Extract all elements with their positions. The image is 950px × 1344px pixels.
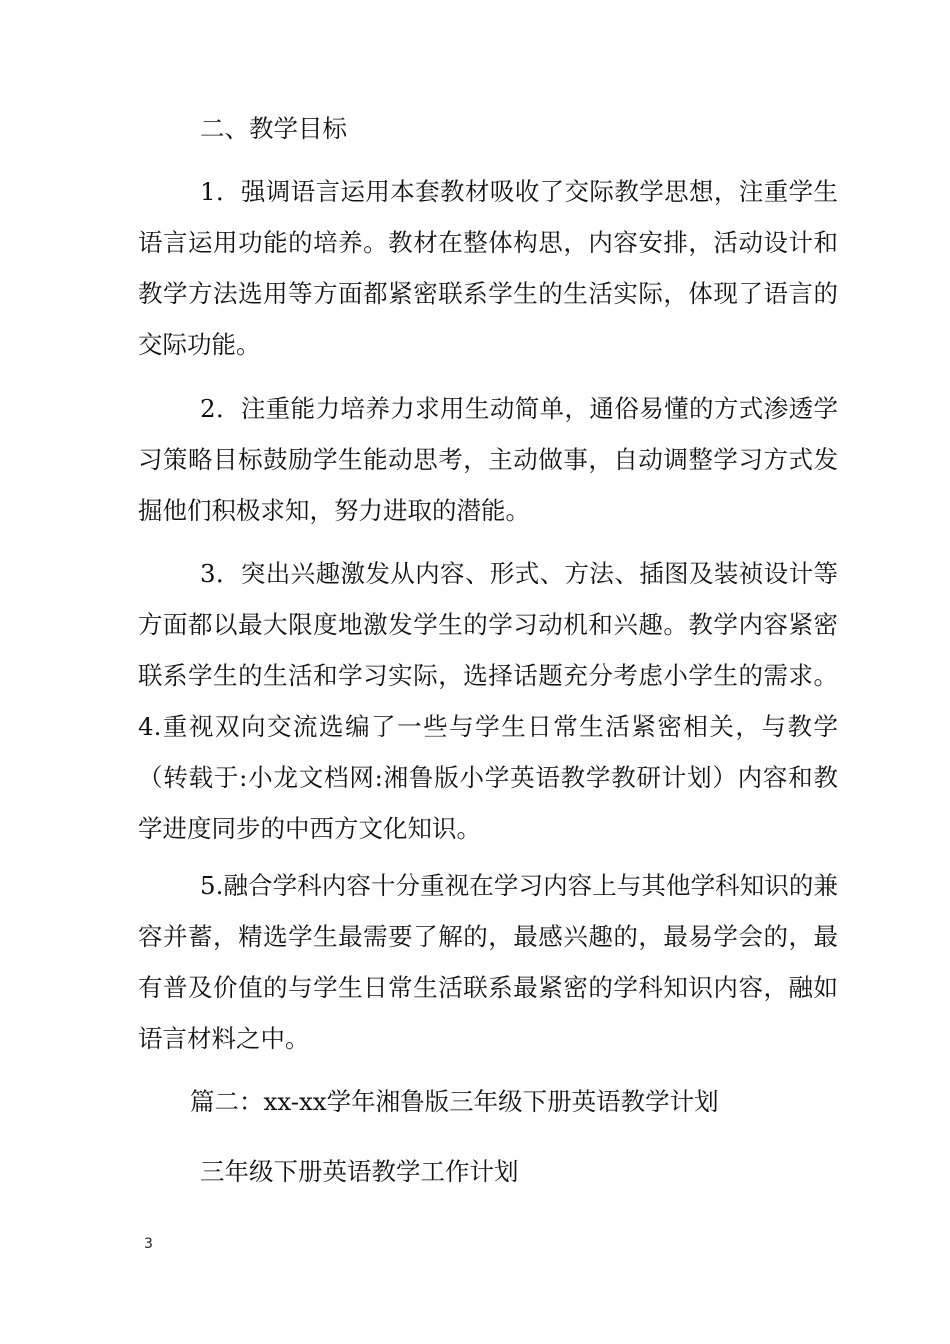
page-number: 3 bbox=[144, 1236, 153, 1252]
paragraph-1: 1．强调语言运用本套教材吸收了交际教学思想，注重学生语言运用功能的培养。教材在整体构思，内容安排，活动设计和教学方法选用等方面都紧密联系学生的生活实际，体现了语言的交际功能。 bbox=[138, 177, 838, 359]
sub-title: 三年级下册英语教学工作计划 bbox=[200, 1157, 519, 1186]
paragraph-2: 2．注重能力培养力求用生动简单，通俗易懂的方式渗透学习策略目标鼓励学生能动思考，主动做事，自动调整学习方式发掘他们积极求知，努力进取的潜能。 bbox=[138, 394, 838, 525]
paragraph-5: 5.融合学科内容十分重视在学习内容上与其他学科知识的兼容并蓄，精选学生最需要了解的，最感兴趣的，最易学会的，最有普及价值的与学生日常生活联系最紧密的学科知识内容，融如语言材料之中。 bbox=[138, 871, 838, 1053]
paragraph-3: 3．突出兴趣激发从内容、形式、方法、插图及装祯设计等方面都以最大限度地激发学生的学习动机和兴趣。教学内容紧密联系学生的生活和学习实际，选择话题充分考虑小学生的需求。4.重视双向交流选编了一些与学生日常生活紧密相关，与教学（转载于:小龙文档网:湘鲁版小学英语教学教研计划）内容和教学进度同步的中西方文化知识。 bbox=[138, 559, 838, 843]
article-title: 篇二：xx-xx学年湘鲁版三年级下册英语教学计划 bbox=[190, 1087, 719, 1116]
section-heading: 二、教学目标 bbox=[200, 114, 347, 143]
